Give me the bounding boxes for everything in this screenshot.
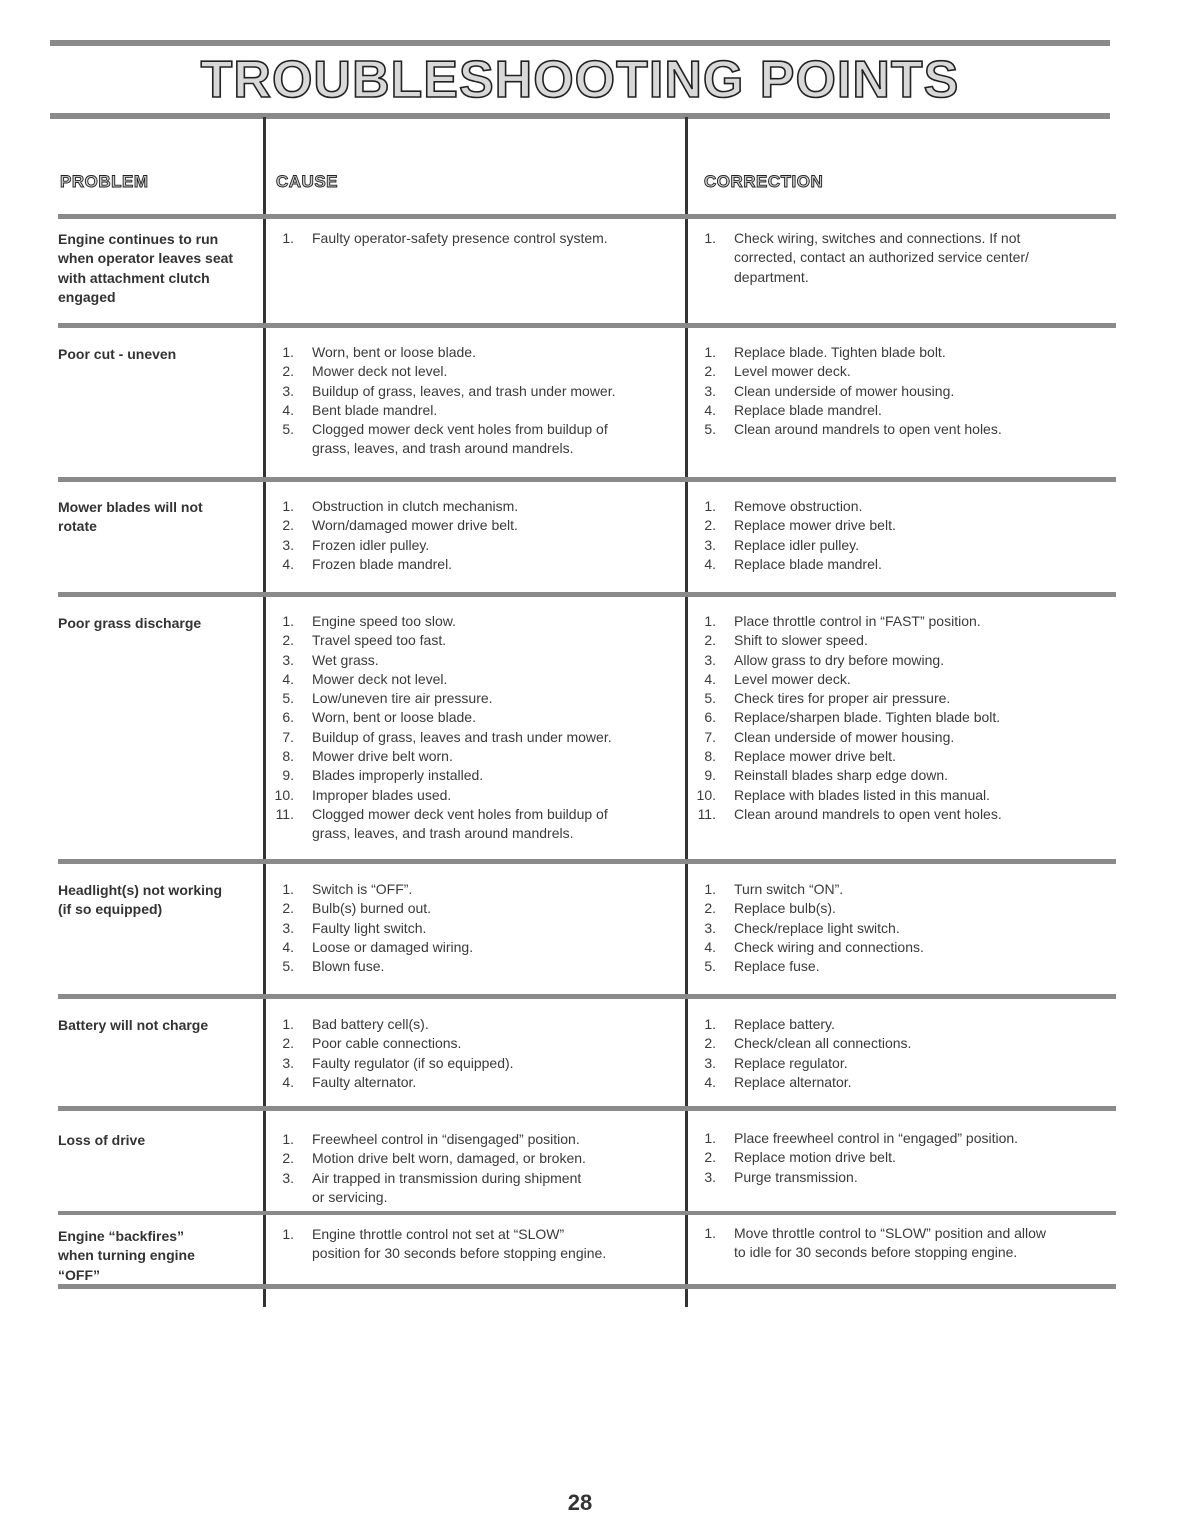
list-item: 1. Place freewheel control in “engaged” position. bbox=[704, 1130, 1019, 1146]
list-item: 9. Reinstall blades sharp edge down. bbox=[704, 767, 949, 784]
problem-text: Poor grass discharge bbox=[58, 615, 202, 631]
list-item: 4. Check wiring and connections. bbox=[704, 938, 924, 955]
list-item: 1. Replace battery. bbox=[704, 1016, 835, 1032]
list-item: 1. Turn switch “ON”. bbox=[704, 881, 844, 897]
cause-list bbox=[272, 612, 672, 844]
column-divider-left bbox=[263, 117, 266, 1307]
list-item: 2. Worn/damaged mower drive belt. bbox=[282, 517, 518, 534]
list-item: 6. Worn, bent or loose blade. bbox=[282, 709, 476, 726]
list-item: 2. Travel speed too fast. bbox=[282, 632, 447, 649]
list-item: 3. Faulty light switch. bbox=[282, 919, 427, 936]
row-separator bbox=[58, 214, 1116, 219]
problem-text: Mower blades will not rotate bbox=[58, 499, 203, 535]
list-item: 3. Faulty regulator (if so equipped). bbox=[282, 1054, 514, 1071]
list-item: 1. Place throttle control in “FAST” position. bbox=[704, 613, 981, 629]
header-problem: PROBLEM bbox=[60, 172, 149, 191]
list-item: 5. Replace fuse. bbox=[704, 958, 820, 975]
list-item: 5. Clean around mandrels to open vent holes. bbox=[704, 421, 1002, 438]
correction-list bbox=[694, 229, 1104, 287]
list-item: 2. Poor cable connections. bbox=[282, 1035, 462, 1052]
list-item: 3. Buildup of grass, leaves, and trash under mower. bbox=[282, 382, 616, 399]
list-item: 6. Replace/sharpen blade. Tighten blade bolt. bbox=[704, 709, 1001, 726]
list-item: 5. Clogged mower deck vent holes from buildup of grass, leaves, and trash around mandrels. bbox=[282, 421, 608, 457]
list-item: 1. Engine speed too slow. bbox=[282, 613, 456, 629]
list-item: 8. Replace mower drive belt. bbox=[704, 748, 896, 765]
problem-text: Poor cut - uneven bbox=[58, 346, 177, 362]
row-separator bbox=[58, 859, 1116, 864]
list-item: 2. Replace bulb(s). bbox=[704, 900, 836, 917]
list-item: 3. Check/replace light switch. bbox=[704, 919, 900, 936]
list-item: 4. Mower deck not level. bbox=[282, 670, 448, 687]
list-item: 4. Faulty alternator. bbox=[282, 1073, 417, 1090]
list-item: 2. Level mower deck. bbox=[704, 363, 851, 380]
problem-text: Engine “backfires” when turning engine “OFF” bbox=[58, 1228, 195, 1283]
cause-list bbox=[272, 880, 672, 976]
list-item: 1. Bad battery cell(s). bbox=[282, 1016, 429, 1032]
title-rule bbox=[50, 113, 1110, 119]
list-item: 4. Level mower deck. bbox=[704, 670, 851, 687]
list-item: 1. Worn, bent or loose blade. bbox=[282, 344, 476, 360]
list-item: 3. Clean underside of mower housing. bbox=[704, 382, 955, 399]
list-item: 1. Check wiring, switches and connections. If not corrected, contact an authorized service center/ department. bbox=[704, 230, 1029, 285]
correction-list bbox=[694, 1224, 1104, 1263]
list-item: 8. Mower drive belt worn. bbox=[282, 748, 453, 765]
list-item: 10. Replace with blades listed in this manual. bbox=[696, 786, 991, 803]
list-item: 3. Allow grass to dry before mowing. bbox=[704, 651, 945, 668]
list-item: 5. Check tires for proper air pressure. bbox=[704, 690, 951, 707]
list-item: 2. Bulb(s) burned out. bbox=[282, 900, 432, 917]
list-item: 11. Clogged mower deck vent holes from buildup of grass, leaves, and trash around mandrels. bbox=[275, 805, 608, 842]
list-item: 1. Engine throttle control not set at “SLOW” position for 30 seconds before stopping engine. bbox=[282, 1226, 607, 1262]
cause-list bbox=[272, 1130, 672, 1207]
correction-list bbox=[694, 880, 1104, 976]
list-item: 9. Blades improperly installed. bbox=[282, 767, 484, 784]
list-item: 1. Remove obstruction. bbox=[704, 498, 863, 514]
list-item: 3. Frozen idler pulley. bbox=[282, 536, 430, 553]
list-item: 5. Low/uneven tire air pressure. bbox=[282, 690, 493, 707]
list-item: 3. Wet grass. bbox=[282, 651, 379, 668]
page-title: TROUBLESHOOTING POINTS bbox=[200, 51, 960, 109]
cause-list bbox=[272, 1015, 672, 1092]
list-item: 7. Buildup of grass, leaves and trash under mower. bbox=[282, 728, 612, 745]
list-item: 3. Air trapped in transmission during shipment or servicing. bbox=[282, 1169, 582, 1205]
header-correction: CORRECTION bbox=[704, 172, 824, 191]
list-item: 3. Purge transmission. bbox=[704, 1168, 858, 1185]
list-item: 2. Shift to slower speed. bbox=[704, 632, 868, 649]
cause-list bbox=[272, 497, 672, 574]
list-item: 2. Check/clean all connections. bbox=[704, 1035, 912, 1052]
list-item: 2. Motion drive belt worn, damaged, or broken. bbox=[282, 1150, 586, 1167]
list-item: 3. Replace idler pulley. bbox=[704, 536, 860, 553]
list-item: 4. Replace blade mandrel. bbox=[704, 401, 882, 418]
problem-text: Loss of drive bbox=[58, 1132, 146, 1148]
header-cause: CAUSE bbox=[276, 172, 339, 191]
column-divider-right bbox=[685, 117, 688, 1307]
list-item: 2. Mower deck not level. bbox=[282, 363, 448, 380]
page-number: 28 bbox=[567, 1490, 593, 1515]
row-separator bbox=[58, 592, 1116, 597]
list-item: 2. Replace motion drive belt. bbox=[704, 1149, 896, 1166]
list-item: 1. Freewheel control in “disengaged” position. bbox=[282, 1131, 580, 1147]
cause-list bbox=[272, 229, 672, 248]
list-item: 1. Obstruction in clutch mechanism. bbox=[282, 498, 519, 514]
row-separator bbox=[58, 323, 1116, 328]
cause-list bbox=[272, 343, 672, 459]
row-separator bbox=[58, 1211, 1116, 1215]
row-separator bbox=[58, 1106, 1116, 1111]
list-item: 2. Replace mower drive belt. bbox=[704, 517, 896, 534]
list-item: 4. Replace alternator. bbox=[704, 1073, 852, 1090]
problem-text: Battery will not charge bbox=[58, 1017, 209, 1033]
list-item: 10. Improper blades used. bbox=[274, 786, 452, 803]
list-item: 4. Replace blade mandrel. bbox=[704, 555, 882, 572]
correction-list bbox=[694, 612, 1104, 824]
correction-list bbox=[694, 1129, 1104, 1187]
list-item: 1. Move throttle control to “SLOW” position and allow to idle for 30 seconds before stopping engine. bbox=[704, 1225, 1047, 1261]
list-item: 4. Bent blade mandrel. bbox=[282, 401, 438, 418]
list-item: 1. Replace blade. Tighten blade bolt. bbox=[704, 344, 946, 360]
list-item: 1. Faulty operator-safety presence control system. bbox=[282, 230, 608, 246]
correction-list bbox=[694, 497, 1104, 574]
list-item: 7. Clean underside of mower housing. bbox=[704, 728, 955, 745]
list-item: 3. Replace regulator. bbox=[704, 1054, 848, 1071]
correction-list bbox=[694, 343, 1104, 439]
list-item: 5. Blown fuse. bbox=[282, 958, 385, 975]
list-item: 1. Switch is “OFF”. bbox=[282, 881, 413, 897]
row-separator bbox=[58, 477, 1116, 482]
problem-text: Headlight(s) not working (if so equipped) bbox=[58, 882, 223, 918]
correction-list bbox=[694, 1015, 1104, 1092]
top-rule bbox=[50, 40, 1110, 46]
row-separator bbox=[58, 994, 1116, 999]
cause-list bbox=[272, 1225, 672, 1264]
list-item: 4. Frozen blade mandrel. bbox=[282, 555, 453, 572]
list-item: 11. Clean around mandrels to open vent holes. bbox=[697, 805, 1002, 822]
list-item: 4. Loose or damaged wiring. bbox=[282, 938, 474, 955]
problem-text: Engine continues to run when operator leaves seat with attachment clutch engaged bbox=[58, 231, 234, 305]
